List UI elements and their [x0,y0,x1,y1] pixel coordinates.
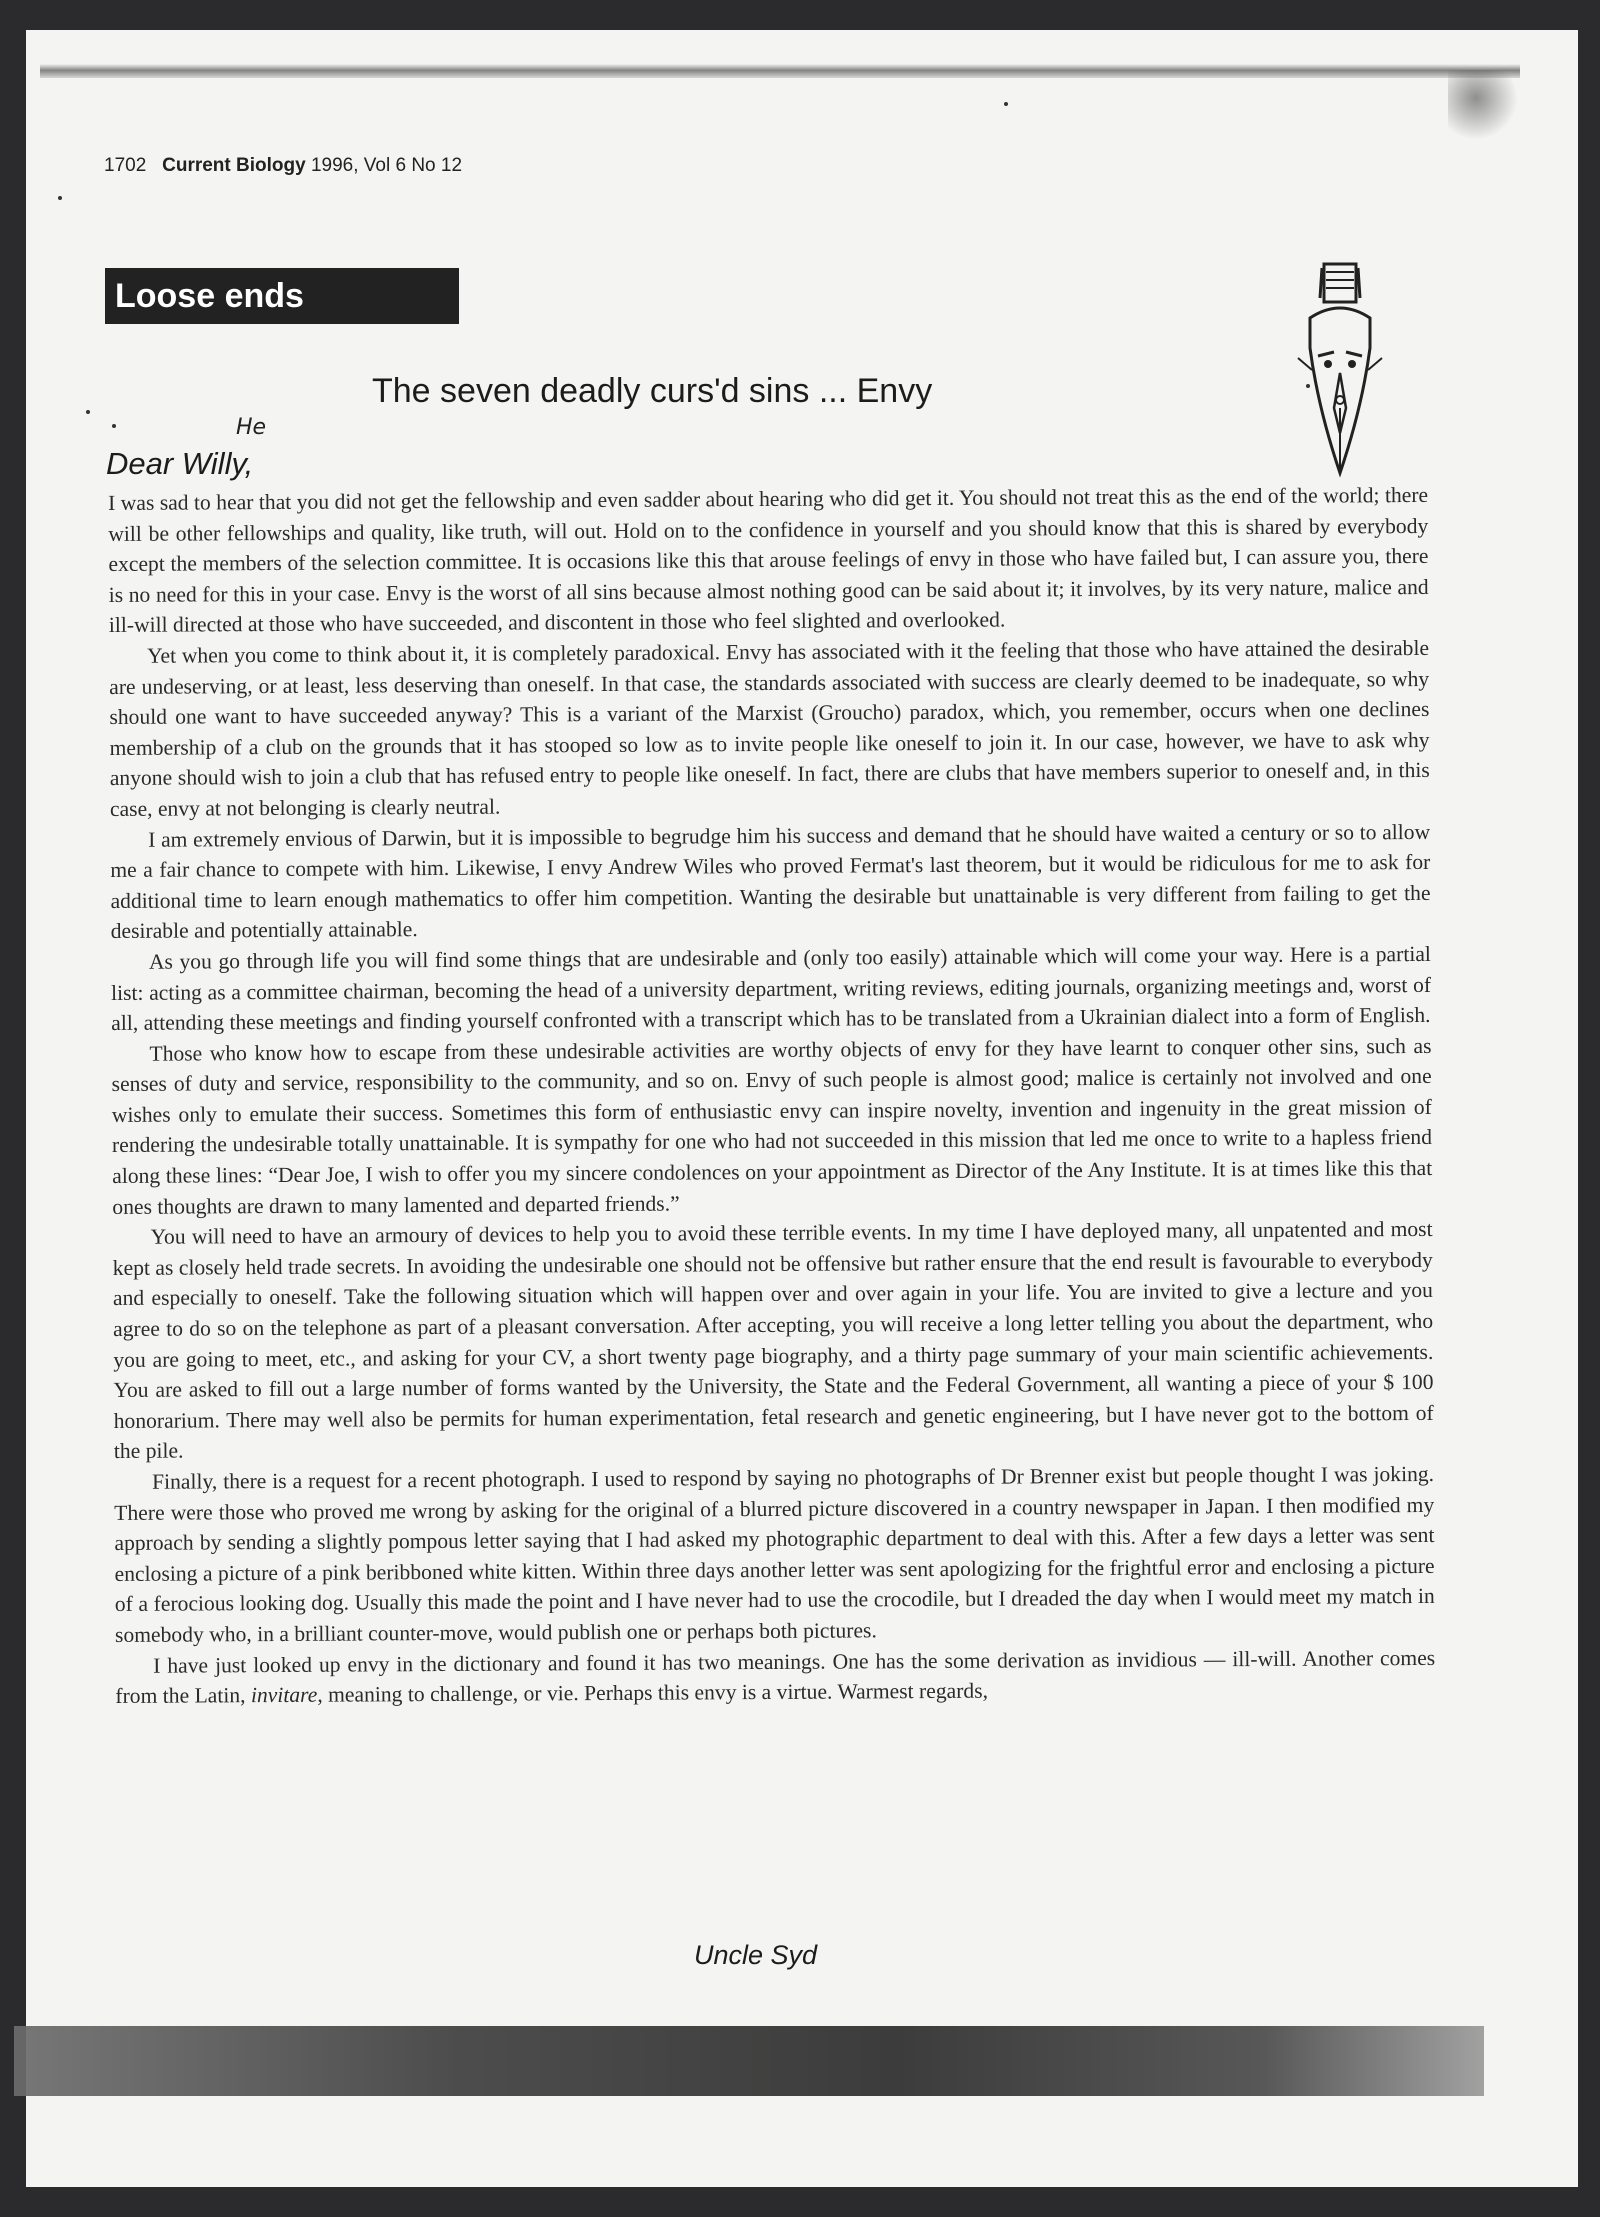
signature: Uncle Syd [694,1940,818,1970]
final-paragraph [115,1642,1435,1711]
paragraph: I was sad to hear that you did not get the fellowship and even sadder about hearing who did get it. You should not treat this as the end of the world; there will be other fellowships and quality, like truth, will out. Hold on to the confidence in yourself and you should know that this is shared by everybody except the members of the selection committee. It is occasions like this that arouse feelings of envy in those who have failed but, I can assure you, there is no need for this in your case. Envy is the worst of all sins because almost nothing good can be said about it; it involves, by its very nature, malice and ill-will directed at those who have succeeded, and discontent in those who feel slighted and overlooked. [108,482,1429,638]
running-header [104,155,462,177]
bottom-scan-band [14,2026,1484,2096]
corner-scan-noise [1448,70,1518,140]
final-paragraph-end: , meaning to challenge, or vie. Perhaps this envy is a virtue. Warmest regards, [317,1678,989,1707]
top-scan-smudge [40,64,1520,78]
scan-speck [58,196,62,200]
paragraph: Those who know how to escape from these undesirable activities are worthy objects of envy for they have learnt to conquer other sins, such as senses of duty and service, responsibility to the community, and so on. Envy of such people is almost good; malice is certainly not involved and one wishes only to emulate their success. Sometimes this form of enthusiastic envy can inspire novelty, invention and ingenuity in the great mission of rendering the undesirable totally unattainable. It is sympathy for one who had not succeeded in this mission that led me once to write to a hapless friend along these lines: “Dear Joe, I wish to offer you my sincere condolences on your appointment as Director of the Any Institute. It is at times like this that ones thoughts are drawn to many lamented and departed friends.” [111,1033,1433,1219]
journal-issue: 1996, Vol 6 No 12 [310,155,463,176]
salutation: Dear Willy, [106,446,254,481]
page-number: 1702 [104,155,147,176]
fountain-pen-nib-face-icon [1290,258,1390,480]
scan-speck [1004,102,1008,106]
paragraph: As you go through life you will find some things that are undesirable and (only too easily) attainable which will come your way. Here is a partial list: acting as a committee chairman, becoming the head of a university department, writing reviews, editing journals, organizing meetings and, worst of all, attending these meetings and finding yourself confronted with a transcript which has to be translated from a Ukrainian dialect into a form of English. [111,941,1432,1036]
final-paragraph-start: I have just looked up envy in the dictionary and found it has two meanings. One has the some derivation as invidious — ill-will. Another comes from the Latin, [115,1645,1436,1709]
handwritten-correction: He [236,415,267,440]
latin-term: invitare [250,1682,318,1708]
scan-speck [112,424,116,428]
scan-speck [86,410,90,414]
scan-speck [1306,384,1310,388]
letter-body [108,480,1435,1712]
paragraph: You will need to have an armoury of devices to help you to avoid these terrible events. In my time I have deployed many, all unpatented and most kept as closely held trade secrets. In avoiding the undesirable one should not be offensive but rather ensure that the end result is favourable to everybody and especially to oneself. Take the following situation which will happen over and over again in your life. You are invited to give a lecture and you agree to do so on the telephone as part of a pleasant conversation. After accepting, you will receive a long letter telling you about the department, who you are going to meet, etc., and asking for your CV, a short twenty page biography, and a thirty page summary of your main scientific achievements. You are asked to fill out a large number of forms wanted by the University, the State and the Federal Government, all wanting a piece of your $ 100 honorarium. There may well also be permits for human experimentation, fetal research and genetic engineering, but I have never got to the bottom of the pile. [112,1217,1434,1464]
section-label: Loose ends [115,277,304,315]
article-title: The seven deadly curs'd sins ... Envy [372,372,933,410]
section-label-box [105,268,459,324]
paragraph: Finally, there is a request for a recent photograph. I used to respond by saying no photographs of Dr Brenner exist but people thought I was joking. There were those who proved me wrong by asking for the original of a blurred picture discovered in a country newspaper in Japan. I then modified my approach by sending a slightly pompous letter saying that I had asked my photographic department to deal with this. After a few days a letter was sent enclosing a picture of a pink beribboned white kitten. Within three days another letter was sent apologizing for the frightful error and enclosing a picture of a ferocious looking dog. Usually this made the point and I have never had to use the crocodile, but I dreaded the day when I would meet my match in somebody who, in a brilliant counter-move, would publish one or perhaps both pictures. [114,1461,1435,1647]
journal-name: Current Biology [162,155,306,176]
paragraph: I am extremely envious of Darwin, but it is impossible to begrudge him his success and demand that he should have waited a century or so to allow me a fair chance to compete with him. Likewise, I envy Andrew Wiles who proved Fermat's last theorem, but it would be ridiculous for me to ask for additional time to learn enough mathematics to offer him competition. Wanting the desirable but unattainable is very different from failing to get the desirable and potentially attainable. [110,819,1431,944]
paragraph: Yet when you come to think about it, it is completely paradoxical. Envy has associated with it the feeling that those who have attained the desirable are undeserving, or at least, less deserving than oneself. In that case, the standards associated with success are clearly deemed to be inadequate, so why should one want to have succeeded anyway? This is a variant of the Marxist (Groucho) paradox, which, you remember, occurs when one declines membership of a club on the grounds that it has stooped so low as to invite people like oneself to join it. In our case, however, we have to ask why anyone should wish to join a club that has refused entry to people like oneself. In fact, there are clubs that have members superior to oneself and, in this case, envy at not belonging is clearly neutral. [109,635,1430,821]
